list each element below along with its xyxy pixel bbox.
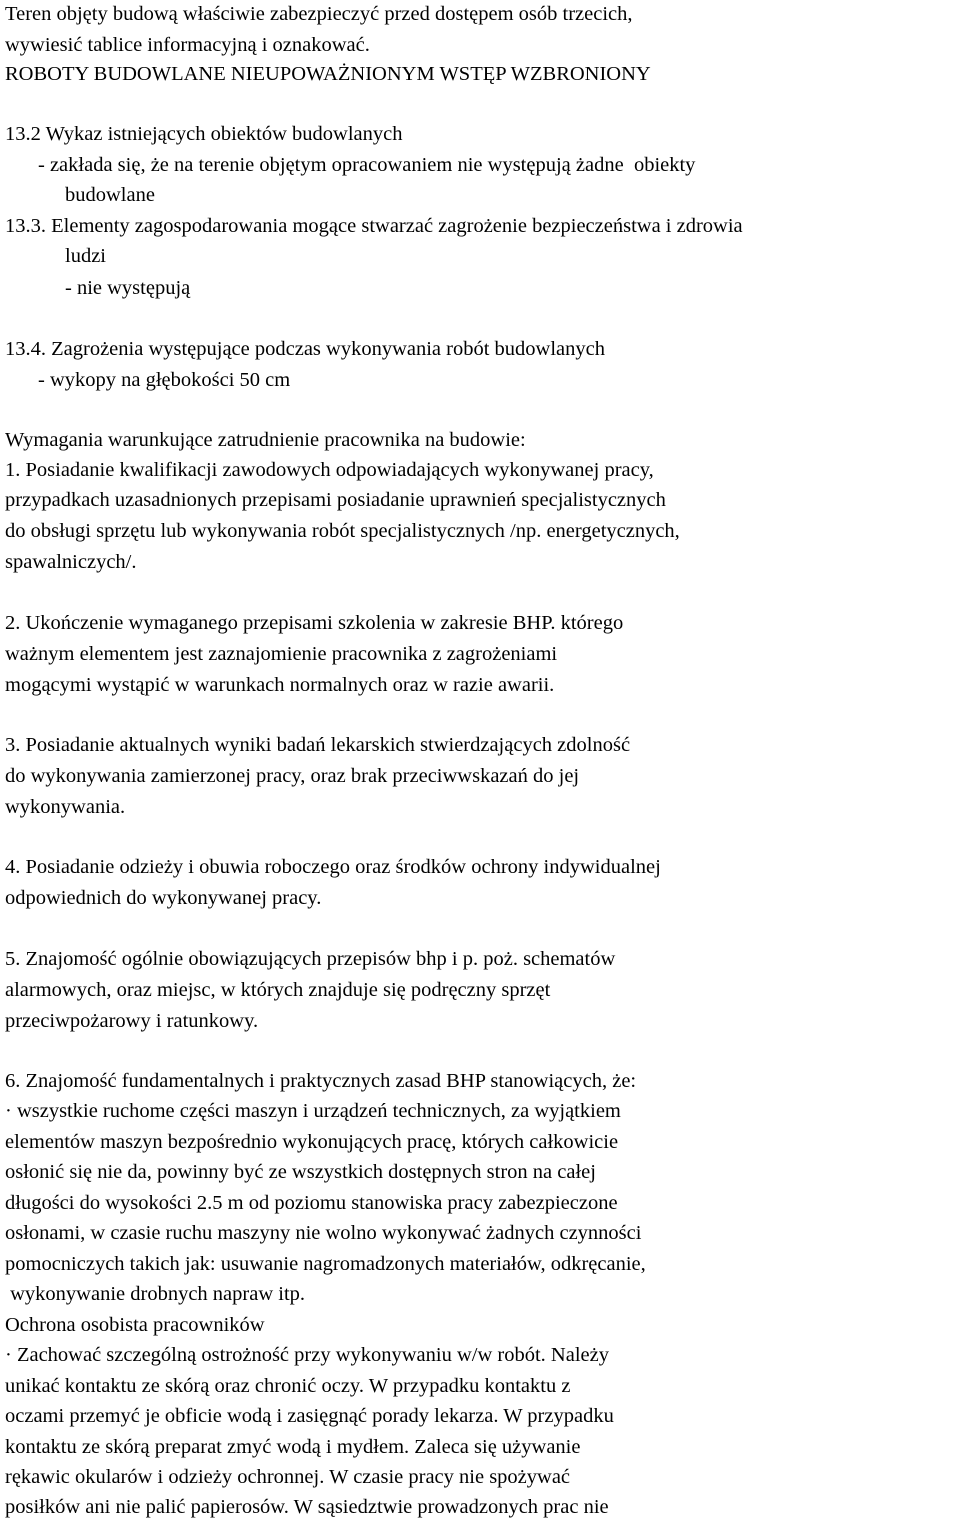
requirement-6-line: elementów maszyn bezpośrednio wykonujących pracę, których całkowicie [5, 1131, 619, 1153]
requirement-2-line: ważnym elementem jest zaznajomienie pracownika z zagrożeniami [5, 643, 558, 665]
requirement-2-line: 2. Ukończenie wymaganego przepisami szkolenia w zakresie BHP. którego [5, 612, 624, 634]
requirement-6-line: osłonić się nie da, powinny być ze wszystkich dostępnych stron na całej [5, 1161, 596, 1183]
requirement-6-line: 6. Znajomość fundamentalnych i praktycznych zasad BHP stanowiących, że: [5, 1070, 637, 1092]
intro-line: wywiesić tablice informacyjną i oznakować. [5, 34, 370, 56]
requirement-4-line: 4. Posiadanie odzieży i obuwia roboczego oraz środków ochrony indywidualnej [5, 856, 661, 878]
requirement-6-line: · wszystkie ruchome części maszyn i urządzeń technicznych, za wyjątkiem [5, 1100, 621, 1122]
requirement-6-line: długości do wysokości 2.5 m od poziomu stanowiska pracy zabezpieczone [5, 1192, 618, 1214]
requirement-4-line: odpowiednich do wykonywanej pracy. [5, 887, 322, 909]
protection-line: · Zachować szczególną ostrożność przy wykonywaniu w/w robót. Należy [5, 1344, 609, 1366]
section-13-3-line: ludzi [65, 245, 106, 267]
protection-line: unikać kontaktu ze skórą oraz chronić oczy. W przypadku kontaktu z [5, 1375, 571, 1397]
requirement-2-line: mogącymi wystąpić w warunkach normalnych oraz w razie awarii. [5, 674, 555, 696]
requirement-5-line: alarmowych, oraz miejsc, w których znajduje się podręczny sprzęt [5, 979, 551, 1001]
section-13-2-line: budowlane [65, 184, 155, 206]
requirement-1-line: spawalniczych/. [5, 551, 137, 573]
section-13-3-heading: 13.3. Elementy zagospodarowania mogące stwarzać zagrożenie bezpieczeństwa i zdrowia [5, 215, 743, 237]
requirement-6-line: pomocniczych takich jak: usuwanie nagromadzonych materiałów, odkręcanie, [5, 1253, 646, 1275]
requirement-6-line: osłonami, w czasie ruchu maszyny nie wolno wykonywać żadnych czynności [5, 1222, 642, 1244]
protection-line: rękawic okularów i odzieży ochronnej. W czasie pracy nie spożywać [5, 1466, 571, 1488]
section-13-4-line: - wykopy na głębokości 50 cm [38, 369, 291, 391]
protection-line: kontaktu ze skórą preparat zmyć wodą i mydłem. Zaleca się używanie [5, 1436, 581, 1458]
section-13-4-heading: 13.4. Zagrożenia występujące podczas wykonywania robót budowlanych [5, 338, 606, 360]
requirements-heading: Wymagania warunkujące zatrudnienie pracownika na budowie: [5, 429, 526, 451]
intro-line: Teren objęty budową właściwie zabezpieczyć przed dostępem osób trzecich, [5, 3, 633, 25]
section-13-2-line: - zakłada się, że na terenie objętym opracowaniem nie występują żadne obiekty [38, 154, 696, 176]
requirement-1-line: przypadkach uzasadnionych przepisami posiadanie uprawnień specjalistycznych [5, 489, 666, 511]
requirement-3-line: 3. Posiadanie aktualnych wyniki badań lekarskich stwierdzających zdolność [5, 734, 631, 756]
requirement-1-line: 1. Posiadanie kwalifikacji zawodowych odpowiadających wykonywanej pracy, [5, 459, 654, 481]
protection-heading: Ochrona osobista pracowników [5, 1314, 265, 1336]
section-13-3-line: - nie występują [65, 277, 191, 299]
requirement-3-line: do wykonywania zamierzonej pracy, oraz brak przeciwwskazań do jej [5, 765, 580, 787]
requirement-5-line: 5. Znajomość ogólnie obowiązujących przepisów bhp i p. poż. schematów [5, 948, 616, 970]
requirement-1-line: do obsługi sprzętu lub wykonywania robót specjalistycznych /np. energetycznych, [5, 520, 680, 542]
requirement-6-line: wykonywanie drobnych napraw itp. [5, 1283, 306, 1305]
intro-warning-line: ROBOTY BUDOWLANE NIEUPOWAŻNIONYM WSTĘP WZBRONIONY [5, 63, 651, 85]
requirement-5-line: przeciwpożarowy i ratunkowy. [5, 1010, 259, 1032]
section-13-2-heading: 13.2 Wykaz istniejących obiektów budowlanych [5, 123, 403, 145]
requirement-3-line: wykonywania. [5, 796, 126, 818]
protection-line: posiłków ani nie palić papierosów. W sąsiedztwie prowadzonych prac nie [5, 1496, 609, 1518]
protection-line: oczami przemyć je obficie wodą i zasięgnąć porady lekarza. W przypadku [5, 1405, 614, 1427]
